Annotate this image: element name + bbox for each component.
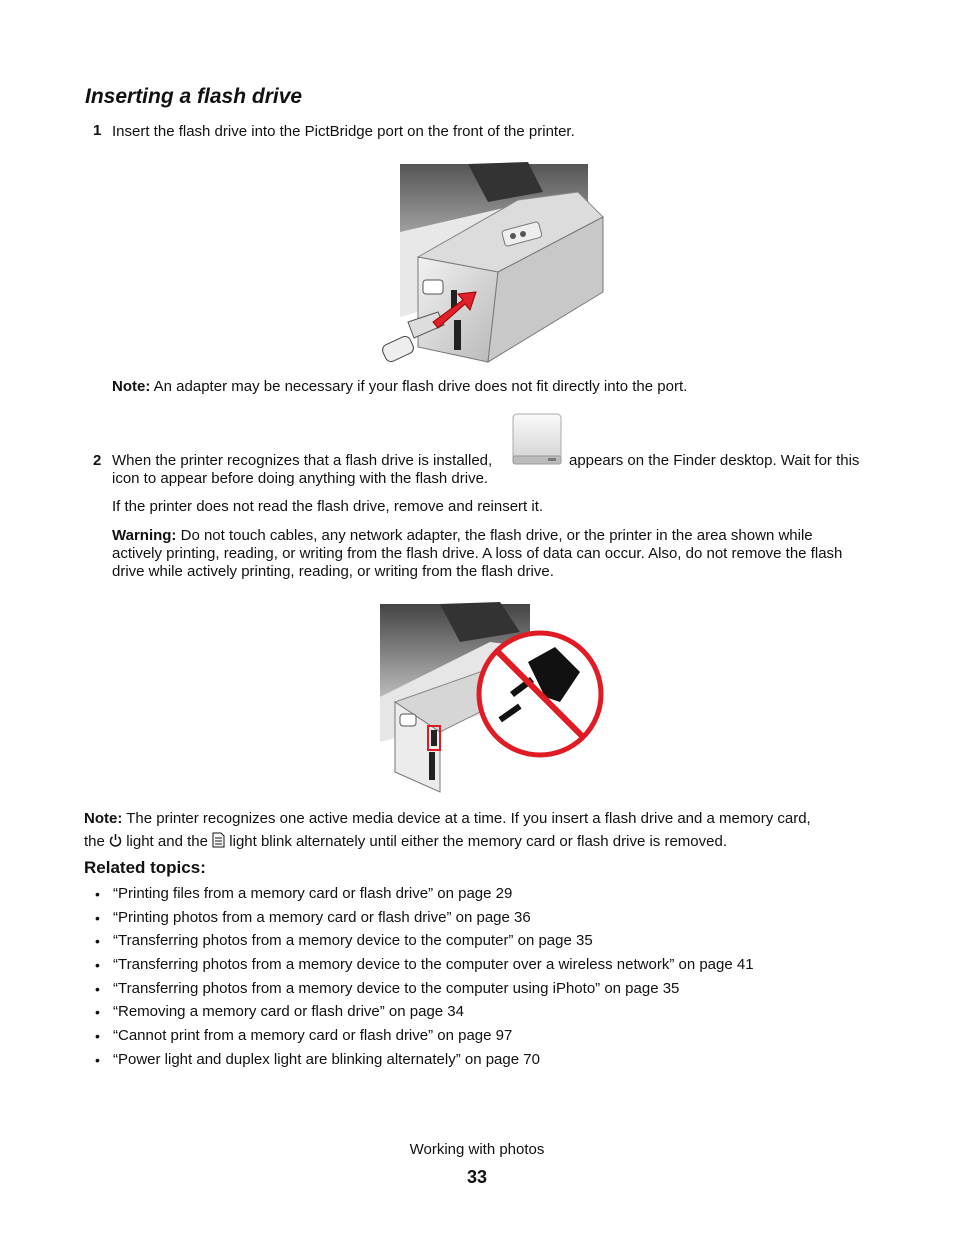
related-topic-item[interactable]: • “Transferring photos from a memory device to the computer” on page 35	[95, 932, 593, 950]
printer-insert-illustration	[378, 162, 608, 367]
note-2-rest: light blink alternately until either the memory card or flash drive is removed.	[229, 833, 727, 850]
note-2-the: the	[84, 833, 105, 850]
related-topic-item[interactable]: • “Transferring photos from a memory device to the computer over a wireless network” on page 41	[95, 956, 754, 974]
note-1	[112, 378, 912, 396]
note-1-label: Note:	[112, 378, 151, 395]
warning	[112, 527, 912, 581]
note-2-label: Note:	[84, 810, 123, 827]
do-not-touch-illustration	[380, 602, 606, 794]
external-drive-icon	[510, 410, 564, 470]
warning-label: Warning:	[112, 527, 177, 544]
warning-line3: drive while actively printing, reading, or writing from the flash drive.	[112, 563, 554, 580]
step-2-text-after: appears on the Finder desktop. Wait for this	[569, 452, 860, 469]
related-topic-item[interactable]: • “Printing files from a memory card or flash drive” on page 29	[95, 885, 513, 902]
note-2	[84, 810, 914, 851]
step-1-text: Insert the flash drive into the PictBridge port on the front of the printer.	[112, 123, 575, 140]
related-topics-heading: Related topics:	[84, 858, 206, 877]
note-2-light-and-the: light and the	[126, 833, 208, 850]
related-topic-item[interactable]: • “Printing photos from a memory card or flash drive” on page 36	[95, 908, 531, 926]
related-topic-item[interactable]: • “Transferring photos from a memory device to the computer using iPhoto” on page 35	[95, 979, 680, 997]
memory-card-icon	[212, 832, 225, 848]
step-2-text-line2: icon to appear before doing anything with the flash drive.	[112, 470, 489, 487]
related-topic-item[interactable]: • “Removing a memory card or flash drive” on page 34	[95, 1003, 464, 1021]
power-icon	[109, 833, 122, 848]
related-topic-item[interactable]: • “Cannot print from a memory card or flash drive” on page 97	[95, 1027, 513, 1045]
warning-line2: actively printing, reading, or writing from the flash drive. A loss of data can occur. Also, do not remove the flash	[112, 545, 843, 562]
note-2-line1: The printer recognizes one active media device at a time. If you insert a flash drive and a memory card,	[126, 810, 811, 827]
warning-line1: Do not touch cables, any network adapter, the flash drive, or the printer in the area shown while	[180, 527, 813, 544]
step-2-followup: If the printer does not read the flash drive, remove and reinsert it.	[112, 498, 544, 515]
step-2-text-before: When the printer recognizes that a flash drive is installed,	[112, 452, 493, 469]
footer-section-title: Working with photos	[409, 1141, 545, 1158]
note-1-text: An adapter may be necessary if your flash drive does not fit directly into the port.	[153, 378, 688, 395]
related-topics-list	[95, 884, 915, 1074]
step-1-number: 1	[93, 122, 102, 139]
step-2-number: 2	[93, 452, 102, 469]
related-topic-item[interactable]: • “Power light and duplex light are blinking alternately” on page 70	[95, 1050, 540, 1068]
page-title: Inserting a flash drive	[85, 85, 303, 108]
page-number: 33	[466, 1167, 488, 1187]
